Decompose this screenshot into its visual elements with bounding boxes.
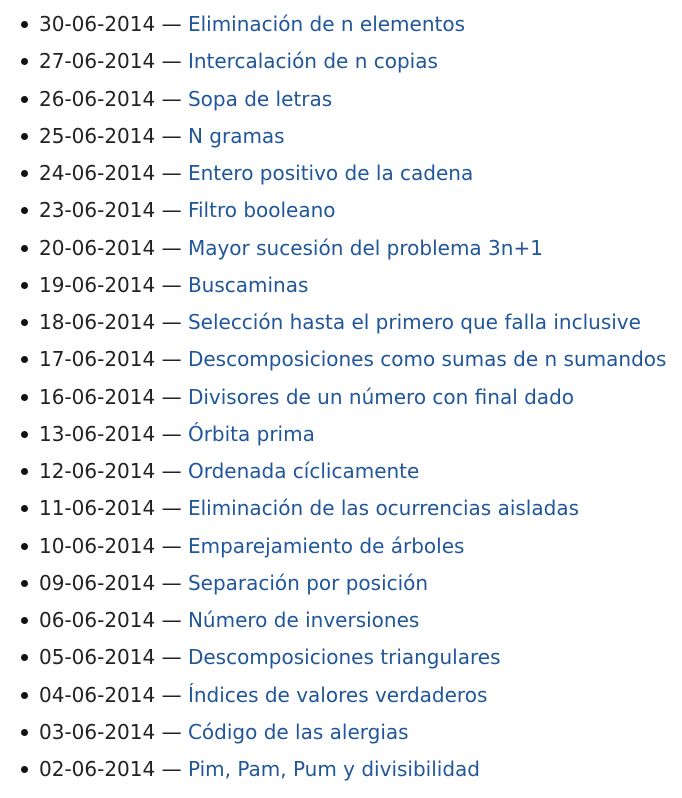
- bullet-icon: [21, 356, 28, 363]
- list-item: [0, 118, 682, 155]
- separator: —: [161, 570, 182, 595]
- bullet-icon: [21, 170, 28, 177]
- list-item: [0, 379, 682, 416]
- entry-link[interactable]: Eliminación de las ocurrencias aisladas: [187, 496, 579, 521]
- list-item: [0, 81, 682, 118]
- entry-date: 26-06-2014: [39, 86, 156, 111]
- separator: —: [161, 235, 182, 260]
- bullet-icon: [21, 282, 28, 289]
- bullet-icon: [21, 133, 28, 140]
- list-item: [0, 751, 682, 788]
- separator: —: [161, 608, 182, 632]
- list-item: [0, 192, 682, 229]
- entry-link[interactable]: Eliminación de n elementos: [187, 12, 466, 36]
- entry-link[interactable]: Selección hasta el primero que falla inclusive: [187, 310, 641, 334]
- bullet-icon: [21, 21, 28, 28]
- list-item: [0, 43, 682, 80]
- entry-link[interactable]: Índices de valores verdaderos: [187, 682, 488, 707]
- entry-date: 03-06-2014: [39, 719, 156, 744]
- bullet-icon: [21, 245, 28, 252]
- bullet-icon: [21, 617, 28, 624]
- list-item: [0, 230, 682, 267]
- separator: —: [161, 421, 182, 446]
- entry-date: 23-06-2014: [39, 198, 156, 223]
- entry-link[interactable]: Divisores de un número con final dado: [187, 384, 574, 409]
- list-item: [0, 714, 682, 751]
- entry-link[interactable]: Descomposiciones como sumas de n sumandos: [187, 347, 667, 372]
- bullet-icon: [21, 654, 28, 661]
- entry-date: 09-06-2014: [39, 570, 156, 595]
- bullet-icon: [21, 692, 28, 699]
- entry-link[interactable]: Emparejamiento de árboles: [187, 533, 465, 558]
- entry-date: 20-06-2014: [39, 235, 156, 260]
- entry-link[interactable]: Número de inversiones: [187, 608, 420, 632]
- entry-date: 16-06-2014: [39, 384, 156, 409]
- list-item: [0, 565, 682, 602]
- list-item: [0, 267, 682, 304]
- separator: —: [161, 86, 182, 111]
- bullet-icon: [21, 319, 28, 326]
- separator: —: [161, 12, 182, 36]
- separator: —: [161, 384, 182, 409]
- entry-date: 24-06-2014: [39, 161, 156, 185]
- entry-date: 13-06-2014: [39, 421, 156, 446]
- list-item: [0, 155, 682, 192]
- bullet-icon: [21, 58, 28, 65]
- separator: —: [161, 682, 182, 707]
- entry-link[interactable]: Buscaminas: [187, 272, 309, 297]
- entry-date: 04-06-2014: [39, 682, 156, 707]
- entry-link[interactable]: Filtro booleano: [187, 198, 336, 223]
- separator: —: [161, 123, 182, 148]
- bullet-icon: [21, 431, 28, 438]
- list-item: [0, 677, 682, 714]
- list-item: [0, 490, 682, 527]
- entry-link[interactable]: Entero positivo de la cadena: [187, 161, 474, 185]
- list-item: [0, 416, 682, 453]
- separator: —: [161, 757, 182, 781]
- entry-date: 17-06-2014: [39, 347, 156, 372]
- bullet-icon: [21, 394, 28, 401]
- bullet-icon: [21, 207, 28, 214]
- bullet-icon: [21, 729, 28, 736]
- entry-link[interactable]: N gramas: [187, 123, 285, 148]
- entry-link[interactable]: Ordenada cíclicamente: [187, 459, 420, 483]
- entry-link[interactable]: Descomposiciones triangulares: [187, 645, 501, 670]
- separator: —: [161, 496, 182, 521]
- separator: —: [161, 272, 182, 297]
- separator: —: [161, 533, 182, 558]
- separator: —: [161, 645, 182, 670]
- list-item: [0, 453, 682, 490]
- entry-link[interactable]: Órbita prima: [187, 421, 315, 446]
- list-item: [0, 341, 682, 378]
- entry-date: 06-06-2014: [39, 608, 156, 632]
- separator: —: [161, 49, 182, 74]
- separator: —: [161, 347, 182, 372]
- separator: —: [161, 161, 182, 185]
- bullet-icon: [21, 580, 28, 587]
- list-item: [0, 602, 682, 639]
- entry-link[interactable]: Mayor sucesión del problema 3n+1: [187, 235, 543, 260]
- entry-link[interactable]: Intercalación de n copias: [187, 49, 438, 74]
- bullet-icon: [21, 505, 28, 512]
- entry-date: 27-06-2014: [39, 49, 156, 74]
- list-item: [0, 304, 682, 341]
- entry-date: 25-06-2014: [39, 123, 156, 148]
- bullet-icon: [21, 766, 28, 773]
- entry-link[interactable]: Código de las alergias: [187, 719, 409, 744]
- bullet-icon: [21, 96, 28, 103]
- entry-date: 12-06-2014: [39, 459, 156, 483]
- separator: —: [161, 310, 182, 334]
- entry-date: 19-06-2014: [39, 272, 156, 297]
- entry-date: 30-06-2014: [39, 12, 156, 36]
- entry-date: 11-06-2014: [39, 496, 156, 521]
- bullet-icon: [21, 543, 28, 550]
- entry-link[interactable]: Pim, Pam, Pum y divisibilidad: [187, 757, 480, 781]
- entry-date: 10-06-2014: [39, 533, 156, 558]
- separator: —: [161, 198, 182, 223]
- entry-link[interactable]: Sopa de letras: [187, 86, 333, 111]
- entry-date: 18-06-2014: [39, 310, 156, 334]
- separator: —: [161, 459, 182, 483]
- list-item: [0, 639, 682, 676]
- entry-date: 05-06-2014: [39, 645, 156, 670]
- entry-date: 02-06-2014: [39, 757, 156, 781]
- list-item: [0, 528, 682, 565]
- bullet-icon: [21, 468, 28, 475]
- separator: —: [161, 719, 182, 744]
- list-item: [0, 6, 682, 43]
- entry-link[interactable]: Separación por posición: [187, 570, 429, 595]
